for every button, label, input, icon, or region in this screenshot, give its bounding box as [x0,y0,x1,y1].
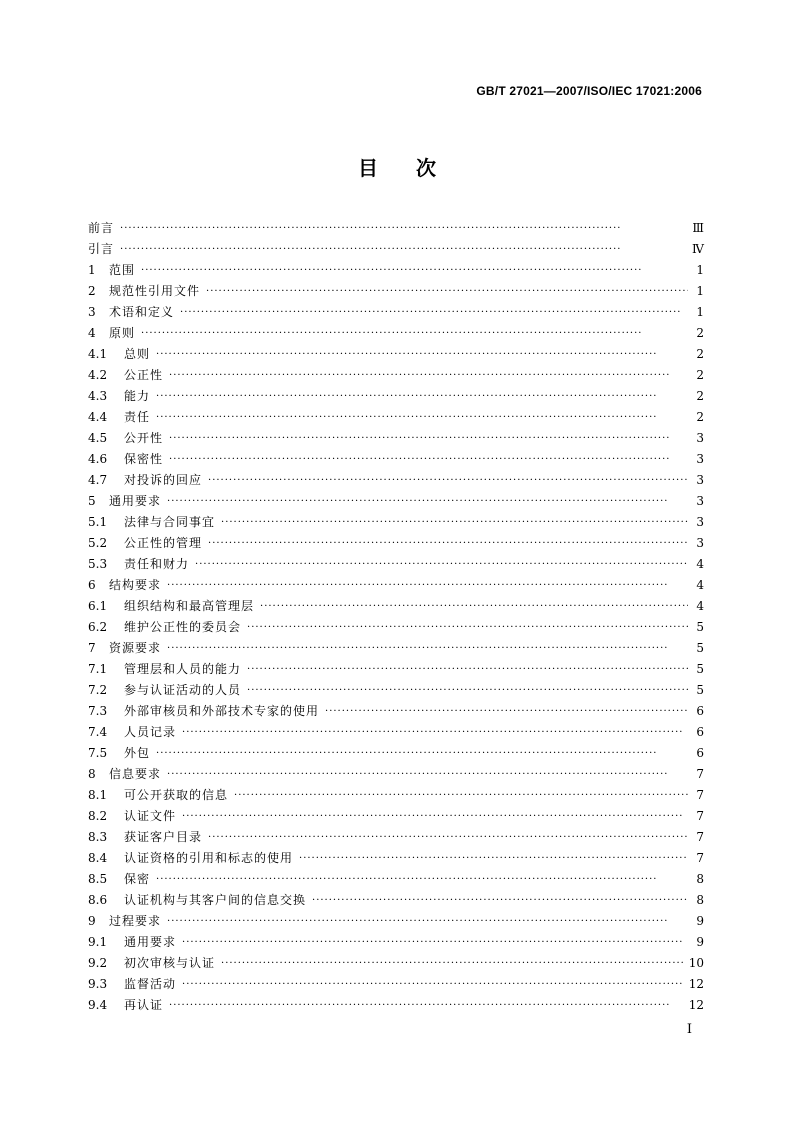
toc-entry-label: 参与认证活动的人员 [124,683,242,697]
toc-entry-label: 公开性 [124,431,164,445]
toc-entry-label: 范围 [109,263,136,277]
dot-leader [167,911,688,932]
toc-entry[interactable] [88,470,704,491]
toc-entry[interactable] [88,953,704,974]
toc-entry-label: 能力 [124,389,151,403]
dot-leader [299,848,688,869]
toc-entry[interactable] [88,995,704,1016]
toc-entry-label: 原则 [109,326,136,340]
toc-entry-label: 责任和财力 [124,557,190,571]
toc-entry-number: 8 [88,767,96,781]
dot-leader [167,764,688,785]
toc-entry-label: 可公开获取的信息 [124,788,229,802]
toc-entry-label: 资源要求 [109,641,162,655]
toc-entry-number: 9.3 [88,977,108,991]
dot-leader [169,995,683,1016]
toc-entry[interactable] [88,848,704,869]
toc-entry[interactable] [88,680,704,701]
toc-entry-number: 9.1 [88,935,108,949]
toc-entry-page: 3 [696,473,704,487]
dot-leader [221,512,688,533]
toc-entry-number: 7.4 [88,725,108,739]
toc-entry[interactable] [88,365,704,386]
toc-entry-page: 1 [696,284,704,298]
toc-entry-number: 8.3 [88,830,108,844]
toc-entry-label: 法律与合同事宜 [124,515,216,529]
toc-entry-page: 7 [696,830,704,844]
toc-entry-page: 8 [696,893,704,907]
toc-entry[interactable] [88,512,704,533]
dot-leader [180,302,688,323]
dot-leader [325,701,688,722]
toc-entry-label: 人员记录 [124,725,177,739]
toc-entry-number: 5.2 [88,536,108,550]
toc-entry[interactable] [88,764,704,785]
toc-entry-page: 4 [696,557,704,571]
toc-entry[interactable] [88,890,704,911]
toc-entry-page: 6 [696,746,704,760]
dot-leader [120,218,686,239]
toc-entry-label: 结构要求 [109,578,162,592]
toc-entry-number: 1 [88,263,96,277]
dot-leader [234,785,688,806]
toc-entry-label: 规范性引用文件 [109,284,201,298]
toc-entry[interactable] [88,239,704,260]
toc-entry-label: 获证客户目录 [124,830,203,844]
toc-entry-page: Ⅳ [692,242,704,256]
toc-entry-page: 2 [696,347,704,361]
toc-entry-number: 9.4 [88,998,108,1012]
dot-leader [182,806,688,827]
toc-entry-number: 7.5 [88,746,108,760]
toc-entry-number: 7.1 [88,662,108,676]
toc-entry[interactable] [88,386,704,407]
toc-entry-number: 5.1 [88,515,108,529]
dot-leader [221,953,683,974]
toc-entry-page: 6 [696,704,704,718]
toc-entry-page: 3 [696,536,704,550]
toc-entry-label: 通用要求 [124,935,177,949]
table-of-contents [88,218,704,1016]
toc-entry-label: 维护公正性的委员会 [124,620,242,634]
dot-leader [182,722,688,743]
toc-entry[interactable] [88,617,704,638]
toc-entry[interactable] [88,701,704,722]
toc-entry[interactable] [88,806,704,827]
toc-entry-page: 4 [696,578,704,592]
dot-leader [247,680,688,701]
toc-entry[interactable] [88,932,704,953]
toc-entry-page: 2 [696,368,704,382]
toc-entry-label: 外包 [124,746,151,760]
toc-entry-number: 4.5 [88,431,108,445]
toc-entry-label: 管理层和人员的能力 [124,662,242,676]
toc-entry-label: 监督活动 [124,977,177,991]
dot-leader [141,323,688,344]
toc-entry[interactable] [88,911,704,932]
page-number: I [686,1022,692,1037]
toc-entry-label: 信息要求 [109,767,162,781]
toc-entry[interactable] [88,722,704,743]
dot-leader [120,239,686,260]
toc-entry-number: 4.3 [88,389,108,403]
standard-code: GB/T 27021—2007/ISO/IEC 17021:2006 [476,84,702,98]
title-part-2: 次 [416,156,436,180]
dot-leader [206,281,688,302]
toc-entry-label: 组织结构和最高管理层 [124,599,255,613]
toc-entry-number: 8.4 [88,851,108,865]
toc-entry[interactable] [88,554,704,575]
dot-leader [169,449,688,470]
dot-leader [312,890,688,911]
dot-leader [247,617,688,638]
toc-entry-page: 10 [688,956,704,970]
title-part-1: 目 [358,156,378,180]
dot-leader [195,554,688,575]
toc-entry-label: 再认证 [124,998,164,1012]
toc-entry-page: 5 [696,683,704,697]
dot-leader [156,869,688,890]
toc-entry-page: 3 [696,431,704,445]
toc-entry[interactable] [88,344,704,365]
toc-entry[interactable] [88,659,704,680]
toc-entry-number: 7 [88,641,96,655]
toc-entry-page: 4 [696,599,704,613]
toc-entry[interactable] [88,491,704,512]
toc-entry-number: 4.7 [88,473,108,487]
toc-entry-label: 认证机构与其客户间的信息交换 [124,893,307,907]
toc-entry-number: 4.2 [88,368,108,382]
toc-entry[interactable] [88,449,704,470]
dot-leader [167,491,688,512]
toc-entry[interactable] [88,743,704,764]
toc-entry[interactable] [88,827,704,848]
toc-entry-page: 5 [696,641,704,655]
toc-entry[interactable] [88,869,704,890]
toc-entry[interactable] [88,974,704,995]
toc-entry-number: 8.6 [88,893,108,907]
toc-entry-number: 7.3 [88,704,108,718]
toc-entry[interactable] [88,638,704,659]
dot-leader [169,428,688,449]
toc-entry-number: 4.6 [88,452,108,466]
dot-leader [167,575,688,596]
toc-entry-number: 2 [88,284,96,298]
toc-entry[interactable] [88,407,704,428]
toc-entry[interactable] [88,533,704,554]
dot-leader [182,974,683,995]
toc-entry-page: 7 [696,788,704,802]
dot-leader [141,260,688,281]
page-title [0,152,794,181]
toc-entry-label: 公正性的管理 [124,536,203,550]
toc-entry-number: 4.1 [88,347,108,361]
dot-leader [156,344,688,365]
toc-entry-label: 过程要求 [109,914,162,928]
toc-entry-page: 3 [696,494,704,508]
toc-entry-label: 保密 [124,872,151,886]
dot-leader [247,659,688,680]
toc-entry-page: 2 [696,326,704,340]
dot-leader [208,827,688,848]
toc-entry-number: 8.5 [88,872,108,886]
dot-leader [182,932,688,953]
toc-entry-page: 5 [696,620,704,634]
toc-entry-page: 7 [696,851,704,865]
toc-entry-number: 9.2 [88,956,108,970]
toc-entry-label: 初次审核与认证 [124,956,216,970]
toc-entry-number: 6.1 [88,599,108,613]
toc-entry-label: 公正性 [124,368,164,382]
toc-entry-number: 5 [88,494,96,508]
toc-entry-label: 认证文件 [124,809,177,823]
toc-entry-label: 保密性 [124,452,164,466]
toc-entry-number: 4 [88,326,96,340]
toc-entry-page: 3 [696,515,704,529]
toc-entry-number: 8.1 [88,788,108,802]
toc-entry-number: 7.2 [88,683,108,697]
toc-entry-label: 对投诉的回应 [124,473,203,487]
toc-entry-label: 前言 [88,221,115,235]
toc-entry-label: 总则 [124,347,151,361]
toc-entry-number: 5.3 [88,557,108,571]
toc-entry-label: 认证资格的引用和标志的使用 [124,851,294,865]
toc-entry-page: 2 [696,389,704,403]
dot-leader [208,533,688,554]
toc-entry-label: 责任 [124,410,151,424]
toc-entry-page: 9 [696,914,704,928]
toc-entry[interactable] [88,323,704,344]
toc-entry-page: 12 [688,998,704,1012]
toc-entry-page: Ⅲ [692,221,704,235]
toc-entry-page: 1 [696,305,704,319]
toc-entry-page: 5 [696,662,704,676]
toc-entry[interactable] [88,428,704,449]
toc-entry-label: 引言 [88,242,115,256]
toc-entry[interactable] [88,260,704,281]
toc-entry-label: 外部审核员和外部技术专家的使用 [124,704,320,718]
toc-entry[interactable] [88,575,704,596]
toc-entry-page: 7 [696,767,704,781]
dot-leader [260,596,688,617]
dot-leader [167,638,688,659]
toc-entry-number: 3 [88,305,96,319]
toc-entry-page: 7 [696,809,704,823]
toc-entry[interactable] [88,218,704,239]
toc-entry-page: 2 [696,410,704,424]
toc-entry-page: 1 [696,263,704,277]
toc-entry-number: 4.4 [88,410,108,424]
toc-entry-number: 9 [88,914,96,928]
dot-leader [156,386,688,407]
toc-entry-number: 6.2 [88,620,108,634]
toc-entry-label: 通用要求 [109,494,162,508]
toc-entry-page: 6 [696,725,704,739]
toc-entry-number: 8.2 [88,809,108,823]
toc-entry[interactable] [88,302,704,323]
toc-entry[interactable] [88,785,704,806]
toc-entry-page: 12 [688,977,704,991]
toc-entry-page: 8 [696,872,704,886]
toc-entry-label: 术语和定义 [109,305,175,319]
dot-leader [208,470,688,491]
toc-entry-number: 6 [88,578,96,592]
dot-leader [169,365,688,386]
toc-entry[interactable] [88,281,704,302]
dot-leader [156,407,688,428]
toc-entry[interactable] [88,596,704,617]
dot-leader [156,743,688,764]
toc-entry-page: 3 [696,452,704,466]
toc-entry-page: 9 [696,935,704,949]
